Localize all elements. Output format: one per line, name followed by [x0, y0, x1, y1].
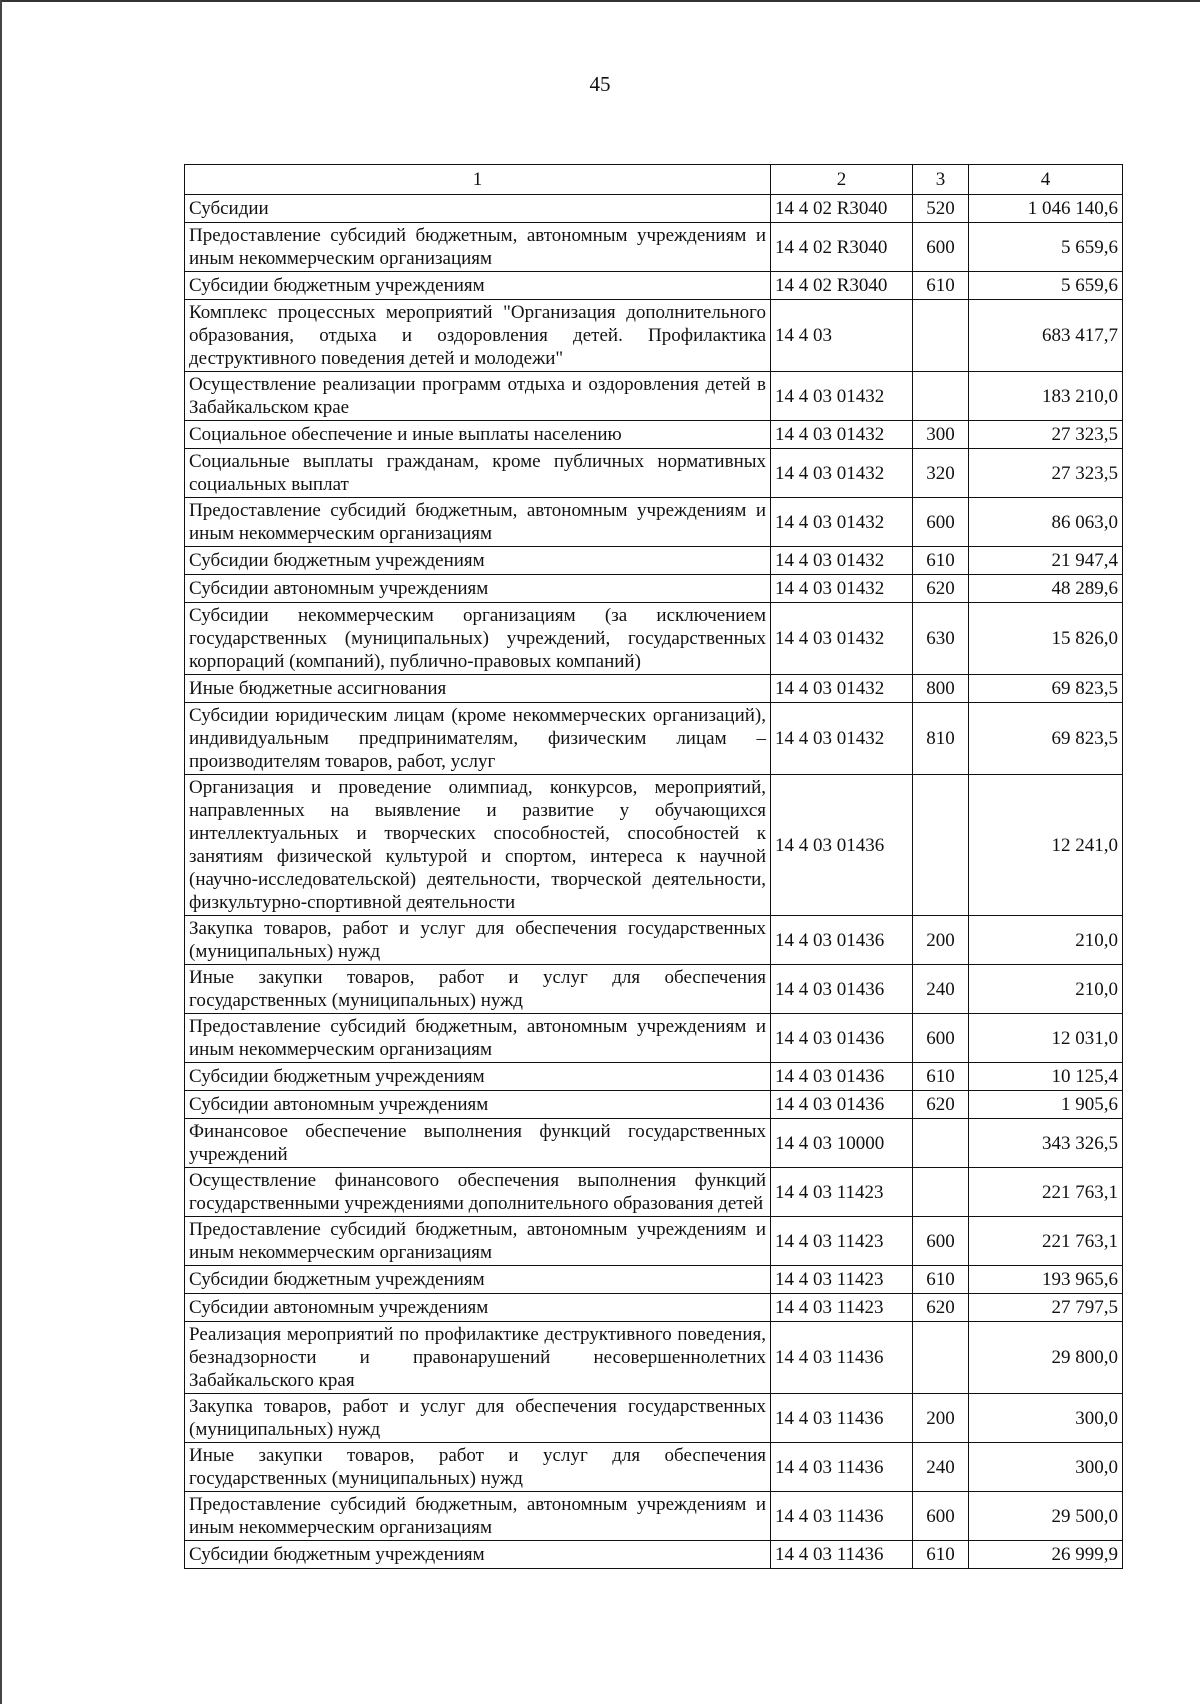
row-name-cell: Иные бюджетные ассигнования: [185, 675, 771, 703]
row-code-cell: 14 4 02 R3040: [771, 195, 913, 223]
row-name-cell: Финансовое обеспечение выполнения функций государственных учреждений: [185, 1119, 771, 1168]
row-code-cell: 14 4 03 11436: [771, 1443, 913, 1492]
row-name-cell: Предоставление субсидий бюджетным, автономным учреждениям и иным некоммерческим организациям: [185, 1014, 771, 1063]
table-row: [185, 1063, 1123, 1091]
row-code-cell: 14 4 03 01432: [771, 575, 913, 603]
row-code-cell: 14 4 03 11423: [771, 1168, 913, 1217]
table-row: [185, 223, 1123, 272]
table-row: [185, 421, 1123, 449]
row-expense-type-cell: 520: [913, 195, 969, 223]
column-header-name: 1: [185, 165, 771, 195]
row-sum-cell: 221 763,1: [969, 1217, 1123, 1266]
row-expense-type-cell: [913, 1322, 969, 1394]
row-sum-cell: 27 323,5: [969, 421, 1123, 449]
page-number: 45: [589, 72, 611, 96]
row-name-cell: Организация и проведение олимпиад, конкурсов, мероприятий, направленных на выявление и развитие у обучающихся интеллектуальных и творческих способностей, способностей к занятиям физической культурой и спортом, интереса к научной (научно-исследовательской) деятельности, творческой деятельности, физкультурно-спортивной деятельности: [185, 775, 771, 916]
row-expense-type-cell: 320: [913, 449, 969, 498]
table-row: [185, 1541, 1123, 1569]
row-name-cell: Закупка товаров, работ и услуг для обеспечения государственных (муниципальных) нужд: [185, 1394, 771, 1443]
row-code-cell: 14 4 03 01436: [771, 1091, 913, 1119]
row-code-cell: 14 4 02 R3040: [771, 272, 913, 300]
table-row: [185, 372, 1123, 421]
row-name-cell: Закупка товаров, работ и услуг для обеспечения государственных (муниципальных) нужд: [185, 916, 771, 965]
table-row: [185, 1443, 1123, 1492]
row-sum-cell: 21 947,4: [969, 547, 1123, 575]
row-code-cell: 14 4 03 01432: [771, 603, 913, 675]
row-sum-cell: 29 800,0: [969, 1322, 1123, 1394]
row-sum-cell: 210,0: [969, 965, 1123, 1014]
table-row: [185, 1322, 1123, 1394]
row-name-cell: Предоставление субсидий бюджетным, автономным учреждениям и иным некоммерческим организациям: [185, 1217, 771, 1266]
row-expense-type-cell: [913, 372, 969, 421]
table-row: [185, 775, 1123, 916]
table-row: [185, 498, 1123, 547]
table-row: [185, 1014, 1123, 1063]
row-code-cell: 14 4 03 11436: [771, 1541, 913, 1569]
row-name-cell: Субсидии автономным учреждениям: [185, 1091, 771, 1119]
column-header-code: 2: [771, 165, 913, 195]
row-sum-cell: 69 823,5: [969, 703, 1123, 775]
table-row: [185, 1394, 1123, 1443]
row-code-cell: 14 4 03 01432: [771, 703, 913, 775]
table-row: [185, 547, 1123, 575]
row-name-cell: Социальное обеспечение и иные выплаты населению: [185, 421, 771, 449]
table-header: [185, 165, 1123, 195]
row-sum-cell: 27 797,5: [969, 1294, 1123, 1322]
row-name-cell: Субсидии автономным учреждениям: [185, 1294, 771, 1322]
row-expense-type-cell: 240: [913, 1443, 969, 1492]
row-code-cell: 14 4 03 01432: [771, 449, 913, 498]
row-name-cell: Субсидии автономным учреждениям: [185, 575, 771, 603]
row-code-cell: 14 4 03 01432: [771, 498, 913, 547]
row-sum-cell: 12 241,0: [969, 775, 1123, 916]
table-row: [185, 1168, 1123, 1217]
table-row: [185, 916, 1123, 965]
row-code-cell: 14 4 03 01436: [771, 965, 913, 1014]
table-row: [185, 965, 1123, 1014]
table-row: [185, 1492, 1123, 1541]
row-name-cell: Субсидии бюджетным учреждениям: [185, 1266, 771, 1294]
row-sum-cell: 300,0: [969, 1394, 1123, 1443]
row-name-cell: Субсидии юридическим лицам (кроме некоммерческих организаций), индивидуальным предпринимателям, физическим лицам – производителям товаров, работ, услуг: [185, 703, 771, 775]
row-code-cell: 14 4 03 11423: [771, 1266, 913, 1294]
row-expense-type-cell: 600: [913, 498, 969, 547]
row-sum-cell: 1 905,6: [969, 1091, 1123, 1119]
scan-edge-left: [0, 0, 2, 1704]
row-sum-cell: 300,0: [969, 1443, 1123, 1492]
row-expense-type-cell: 610: [913, 1266, 969, 1294]
row-code-cell: 14 4 03 11436: [771, 1322, 913, 1394]
row-expense-type-cell: [913, 775, 969, 916]
row-code-cell: 14 4 02 R3040: [771, 223, 913, 272]
row-expense-type-cell: 810: [913, 703, 969, 775]
row-name-cell: Субсидии бюджетным учреждениям: [185, 1541, 771, 1569]
row-expense-type-cell: 600: [913, 1492, 969, 1541]
column-header-expense-type: 3: [913, 165, 969, 195]
row-expense-type-cell: 610: [913, 272, 969, 300]
row-code-cell: 14 4 03 11436: [771, 1492, 913, 1541]
row-sum-cell: 86 063,0: [969, 498, 1123, 547]
row-name-cell: Субсидии некоммерческим организациям (за исключением государственных (муниципальных) учреждений, государственных корпораций (компаний), публично-правовых компаний): [185, 603, 771, 675]
table-row: [185, 195, 1123, 223]
header-row: [185, 165, 1123, 195]
row-name-cell: Реализация мероприятий по профилактике деструктивного поведения, безнадзорности и правонарушений несовершеннолетних Забайкальского края: [185, 1322, 771, 1394]
row-name-cell: Предоставление субсидий бюджетным, автономным учреждениям и иным некоммерческим организациям: [185, 498, 771, 547]
row-code-cell: 14 4 03 01436: [771, 1014, 913, 1063]
row-expense-type-cell: 600: [913, 1217, 969, 1266]
row-name-cell: Иные закупки товаров, работ и услуг для обеспечения государственных (муниципальных) нужд: [185, 965, 771, 1014]
row-expense-type-cell: 240: [913, 965, 969, 1014]
row-code-cell: 14 4 03 01436: [771, 775, 913, 916]
table-row: [185, 1119, 1123, 1168]
row-sum-cell: 10 125,4: [969, 1063, 1123, 1091]
row-name-cell: Иные закупки товаров, работ и услуг для обеспечения государственных (муниципальных) нужд: [185, 1443, 771, 1492]
table-body: [185, 195, 1123, 1569]
row-expense-type-cell: 800: [913, 675, 969, 703]
row-sum-cell: 27 323,5: [969, 449, 1123, 498]
table-row: [185, 300, 1123, 372]
row-name-cell: Предоставление субсидий бюджетным, автономным учреждениям и иным некоммерческим организациям: [185, 223, 771, 272]
scan-edge-top: [0, 0, 1200, 2]
table-row: [185, 1294, 1123, 1322]
row-name-cell: Предоставление субсидий бюджетным, автономным учреждениям и иным некоммерческим организациям: [185, 1492, 771, 1541]
row-name-cell: Комплекс процессных мероприятий "Организация дополнительного образования, отдыха и оздоровления детей. Профилактика деструктивного поведения детей и молодежи": [185, 300, 771, 372]
row-expense-type-cell: 630: [913, 603, 969, 675]
row-expense-type-cell: 620: [913, 575, 969, 603]
row-sum-cell: 69 823,5: [969, 675, 1123, 703]
table-row: [185, 272, 1123, 300]
table-row: [185, 449, 1123, 498]
table-row: [185, 575, 1123, 603]
table-row: [185, 1091, 1123, 1119]
row-sum-cell: 26 999,9: [969, 1541, 1123, 1569]
row-name-cell: Социальные выплаты гражданам, кроме публичных нормативных социальных выплат: [185, 449, 771, 498]
row-code-cell: 14 4 03 01436: [771, 916, 913, 965]
row-expense-type-cell: 610: [913, 1063, 969, 1091]
row-code-cell: 14 4 03 11423: [771, 1217, 913, 1266]
table-row: [185, 603, 1123, 675]
row-name-cell: Осуществление финансового обеспечения выполнения функций государственными учреждениями дополнительного образования детей: [185, 1168, 771, 1217]
column-header-sum: 4: [969, 165, 1123, 195]
row-sum-cell: 5 659,6: [969, 272, 1123, 300]
row-code-cell: 14 4 03: [771, 300, 913, 372]
row-expense-type-cell: 200: [913, 916, 969, 965]
row-code-cell: 14 4 03 10000: [771, 1119, 913, 1168]
row-code-cell: 14 4 03 01432: [771, 421, 913, 449]
row-sum-cell: 12 031,0: [969, 1014, 1123, 1063]
row-expense-type-cell: 600: [913, 223, 969, 272]
row-expense-type-cell: 600: [913, 1014, 969, 1063]
row-name-cell: Осуществление реализации программ отдыха и оздоровления детей в Забайкальском крае: [185, 372, 771, 421]
row-expense-type-cell: [913, 300, 969, 372]
table-row: [185, 1266, 1123, 1294]
row-sum-cell: 210,0: [969, 916, 1123, 965]
row-sum-cell: 193 965,6: [969, 1266, 1123, 1294]
row-code-cell: 14 4 03 01432: [771, 547, 913, 575]
row-name-cell: Субсидии бюджетным учреждениям: [185, 1063, 771, 1091]
row-sum-cell: 343 326,5: [969, 1119, 1123, 1168]
row-sum-cell: 48 289,6: [969, 575, 1123, 603]
table-row: [185, 703, 1123, 775]
row-name-cell: Субсидии бюджетным учреждениям: [185, 547, 771, 575]
row-sum-cell: 5 659,6: [969, 223, 1123, 272]
row-expense-type-cell: 610: [913, 1541, 969, 1569]
row-code-cell: 14 4 03 01432: [771, 372, 913, 421]
row-sum-cell: 683 417,7: [969, 300, 1123, 372]
row-sum-cell: 221 763,1: [969, 1168, 1123, 1217]
row-code-cell: 14 4 03 11436: [771, 1394, 913, 1443]
row-sum-cell: 183 210,0: [969, 372, 1123, 421]
row-name-cell: Субсидии: [185, 195, 771, 223]
table-row: [185, 1217, 1123, 1266]
row-code-cell: 14 4 03 01436: [771, 1063, 913, 1091]
row-sum-cell: 1 046 140,6: [969, 195, 1123, 223]
row-name-cell: Субсидии бюджетным учреждениям: [185, 272, 771, 300]
row-sum-cell: 15 826,0: [969, 603, 1123, 675]
row-expense-type-cell: [913, 1119, 969, 1168]
row-expense-type-cell: [913, 1168, 969, 1217]
row-sum-cell: 29 500,0: [969, 1492, 1123, 1541]
table-row: [185, 675, 1123, 703]
row-code-cell: 14 4 03 11423: [771, 1294, 913, 1322]
row-expense-type-cell: 610: [913, 547, 969, 575]
row-expense-type-cell: 300: [913, 421, 969, 449]
row-code-cell: 14 4 03 01432: [771, 675, 913, 703]
row-expense-type-cell: 200: [913, 1394, 969, 1443]
row-expense-type-cell: 620: [913, 1091, 969, 1119]
row-expense-type-cell: 620: [913, 1294, 969, 1322]
budget-table: [184, 164, 1123, 1569]
